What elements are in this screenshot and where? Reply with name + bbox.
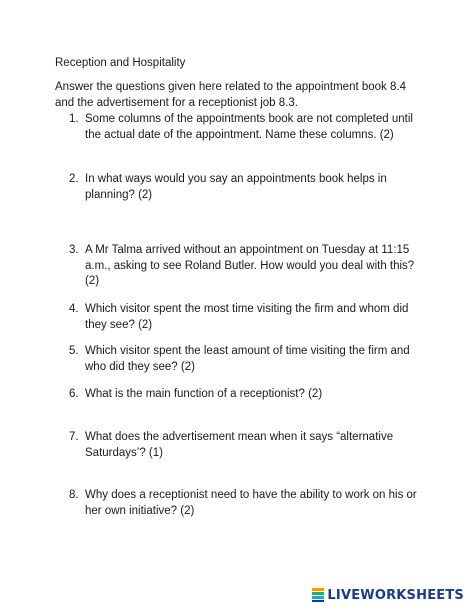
- question-text: Which visitor spent the least amount of time visiting the firm and who did they see? (2): [85, 345, 410, 373]
- question-number: 1.: [69, 113, 79, 125]
- question-text: What does the advertisement mean when it says “alternative Saturdays’? (1): [85, 431, 394, 459]
- question-number: 6.: [69, 388, 79, 400]
- question-number: 4.: [69, 303, 79, 315]
- question-number: 5.: [69, 345, 79, 357]
- question-text: What is the main function of a receptionist? (2): [85, 388, 323, 400]
- liveworksheets-logo-icon: [312, 588, 324, 602]
- question-text: Why does a receptionist need to have the ability to work on his or her own initiative? (2): [85, 489, 417, 517]
- question-number: 2.: [69, 173, 79, 185]
- document-title: Reception and Hospitality: [55, 57, 186, 69]
- question-text: Some columns of the appointments book are not completed until the actual date of the appointment. Name these columns. (2): [85, 113, 413, 141]
- logo-text: LIVEWORKSHEETS: [327, 587, 464, 603]
- liveworksheets-logo[interactable]: [312, 586, 464, 604]
- question-text: Which visitor spent the most time visiting the firm and whom did they see? (2): [85, 303, 409, 331]
- question-number: 8.: [69, 489, 79, 501]
- instructions-text: Answer the questions given here related to the appointment book 8.4 and the advertisement for a receptionist job 8.3.: [55, 81, 406, 109]
- question-text: In what ways would you say an appointments book helps in planning? (2): [85, 173, 387, 201]
- question-number: 7.: [69, 431, 79, 443]
- question-number: 3.: [69, 244, 79, 256]
- question-text: A Mr Talma arrived without an appointment on Tuesday at 11:15 a.m., asking to see Roland Butler. How would you deal with this? (2): [85, 244, 415, 287]
